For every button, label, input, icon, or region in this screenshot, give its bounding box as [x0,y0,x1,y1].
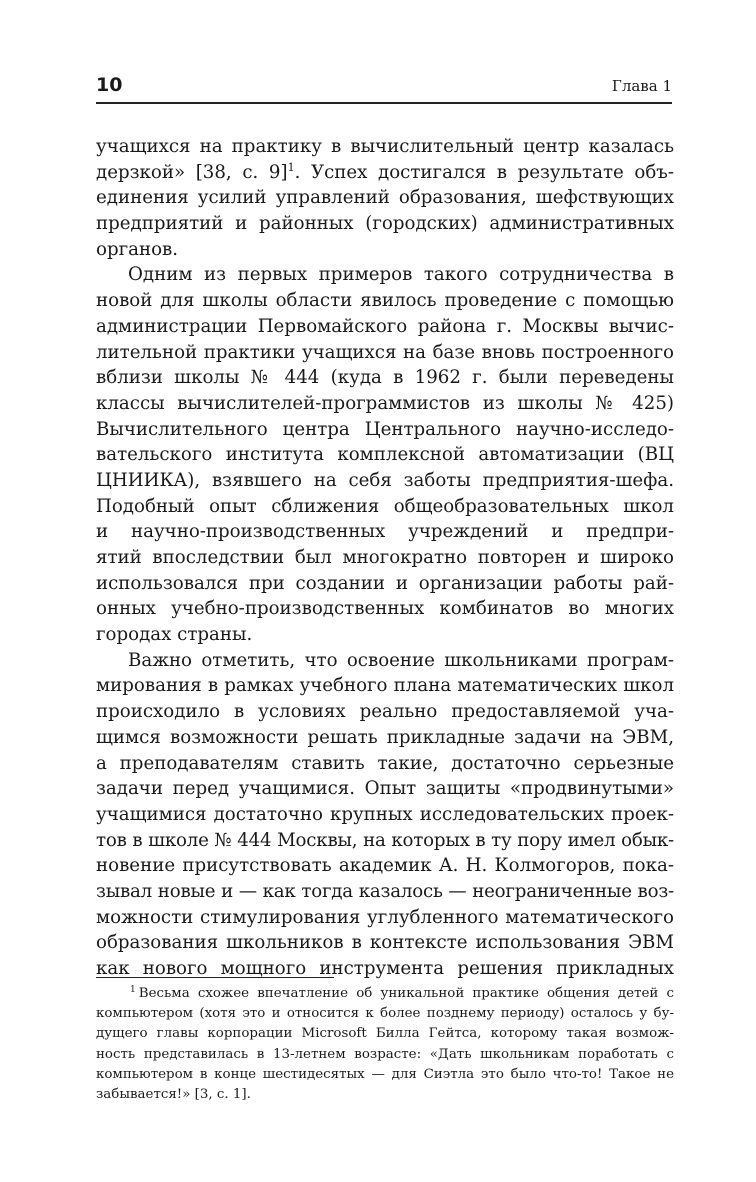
text-line: как нового мощного инструмента решения прикладных [96,958,674,979]
text-span: . Успех достигался в результате объ- [294,161,674,183]
text-line: классы вычислителей-программистов из школы № 425) [96,392,674,414]
text-span: дерзкой» [38, с. 9] [96,161,288,183]
text-line: органов. [96,238,179,260]
text-line: предприятий и районных (городских) административных [96,213,674,235]
footnote-separator [96,977,334,978]
running-title: Глава 1 [611,77,672,95]
text-line: администрации Первомайского района г. Москвы вычис- [96,315,674,337]
footnote-line [96,984,674,1004]
text-line: учащимися достаточно крупных исследовательских проек- [96,803,674,825]
text-line: щимся возможности решать прикладные задачи на ЭВМ, [96,726,674,748]
text-line: мирования в рамках учебного плана математических школ [96,675,674,697]
footnote-number: 1 [130,984,136,995]
text-line: Одним из первых примеров такого сотрудничества в [128,264,674,286]
text-line: ятий впоследствии был многократно повторен и широко [96,547,674,568]
text-line: образования школьников в контексте использования ЭВМ [96,932,674,954]
header-rule [96,102,672,104]
text-line: новение присутствовать академик А. Н. Колмогоров, пока- [96,855,674,877]
text-line: Важно отметить, что освоение школьниками програм- [128,649,674,671]
text-line: лительной практики учащихся на базе вновь построенного [96,341,674,363]
footnote-line: компьютером в конце шестидесятых — для Сиэтла это было что-то! Такое не [96,1066,674,1082]
text-line: новой для школы области явилось проведение с помощью [96,290,674,312]
text-line: вблизи школы № 444 (куда в 1962 г. были переведены [96,367,674,389]
text-line: происходило в условиях реально предоставляемой уча- [96,701,674,723]
text-line: онных учебно-производственных комбинатов во многих [96,598,674,620]
text-line: использовался при создании и организации работы рай- [96,572,674,594]
footnote-line: забывается!» [3, с. 1]. [96,1086,251,1102]
text-line: городах страны. [96,624,253,646]
text-line [96,160,674,186]
text-line: ЦНИИКА), взявшего на себя заботы предприятия-шефа. [96,469,674,491]
text-line: а преподавателям ставить такие, достаточно серьезные [96,752,674,774]
footnote-line: дущего главы корпорации Microsoft Билла Гейтса, которому такая возмож- [96,1026,674,1042]
text-line: Вычислительного центра Центрального научно-исследо- [96,418,674,440]
text-line: Подобный опыт сближения общеобразовательных школ [96,495,674,517]
footnote-reference: 1 [287,160,295,174]
text-line: учащихся на практику в вычислительный центр казалась [96,136,674,157]
footnote-text: Весьма схожее впечатление об уникальной практике общения детей с [138,986,674,1001]
text-line: тов в школе № 444 Москвы, на которых в ту пору имел обык- [96,829,674,851]
footnote-line: компьютером (хотя это и относится к более позднему периоду) осталось у бу- [96,1006,674,1022]
text-line: можности стимулирования углубленного математического [96,906,674,928]
text-line: единения усилий управлений образования, шефствующих [96,187,674,209]
text-line: зывал новые и — как тогда казалось — неограниченные воз- [96,880,674,902]
text-line: задачи перед учащимися. Опыт защиты «продвинутыми» [96,778,674,800]
footnote-line: ность представилась в 13-летнем возрасте: «Дать школьникам поработать с [96,1046,674,1062]
text-line: и научно-производственных учреждений и предпри- [96,521,674,543]
page-number: 10 [96,74,123,96]
text-line: вательского института комплексной автоматизации (ВЦ [96,444,674,466]
main-text [96,134,674,982]
page-header [96,74,672,100]
footnote [96,984,674,1105]
